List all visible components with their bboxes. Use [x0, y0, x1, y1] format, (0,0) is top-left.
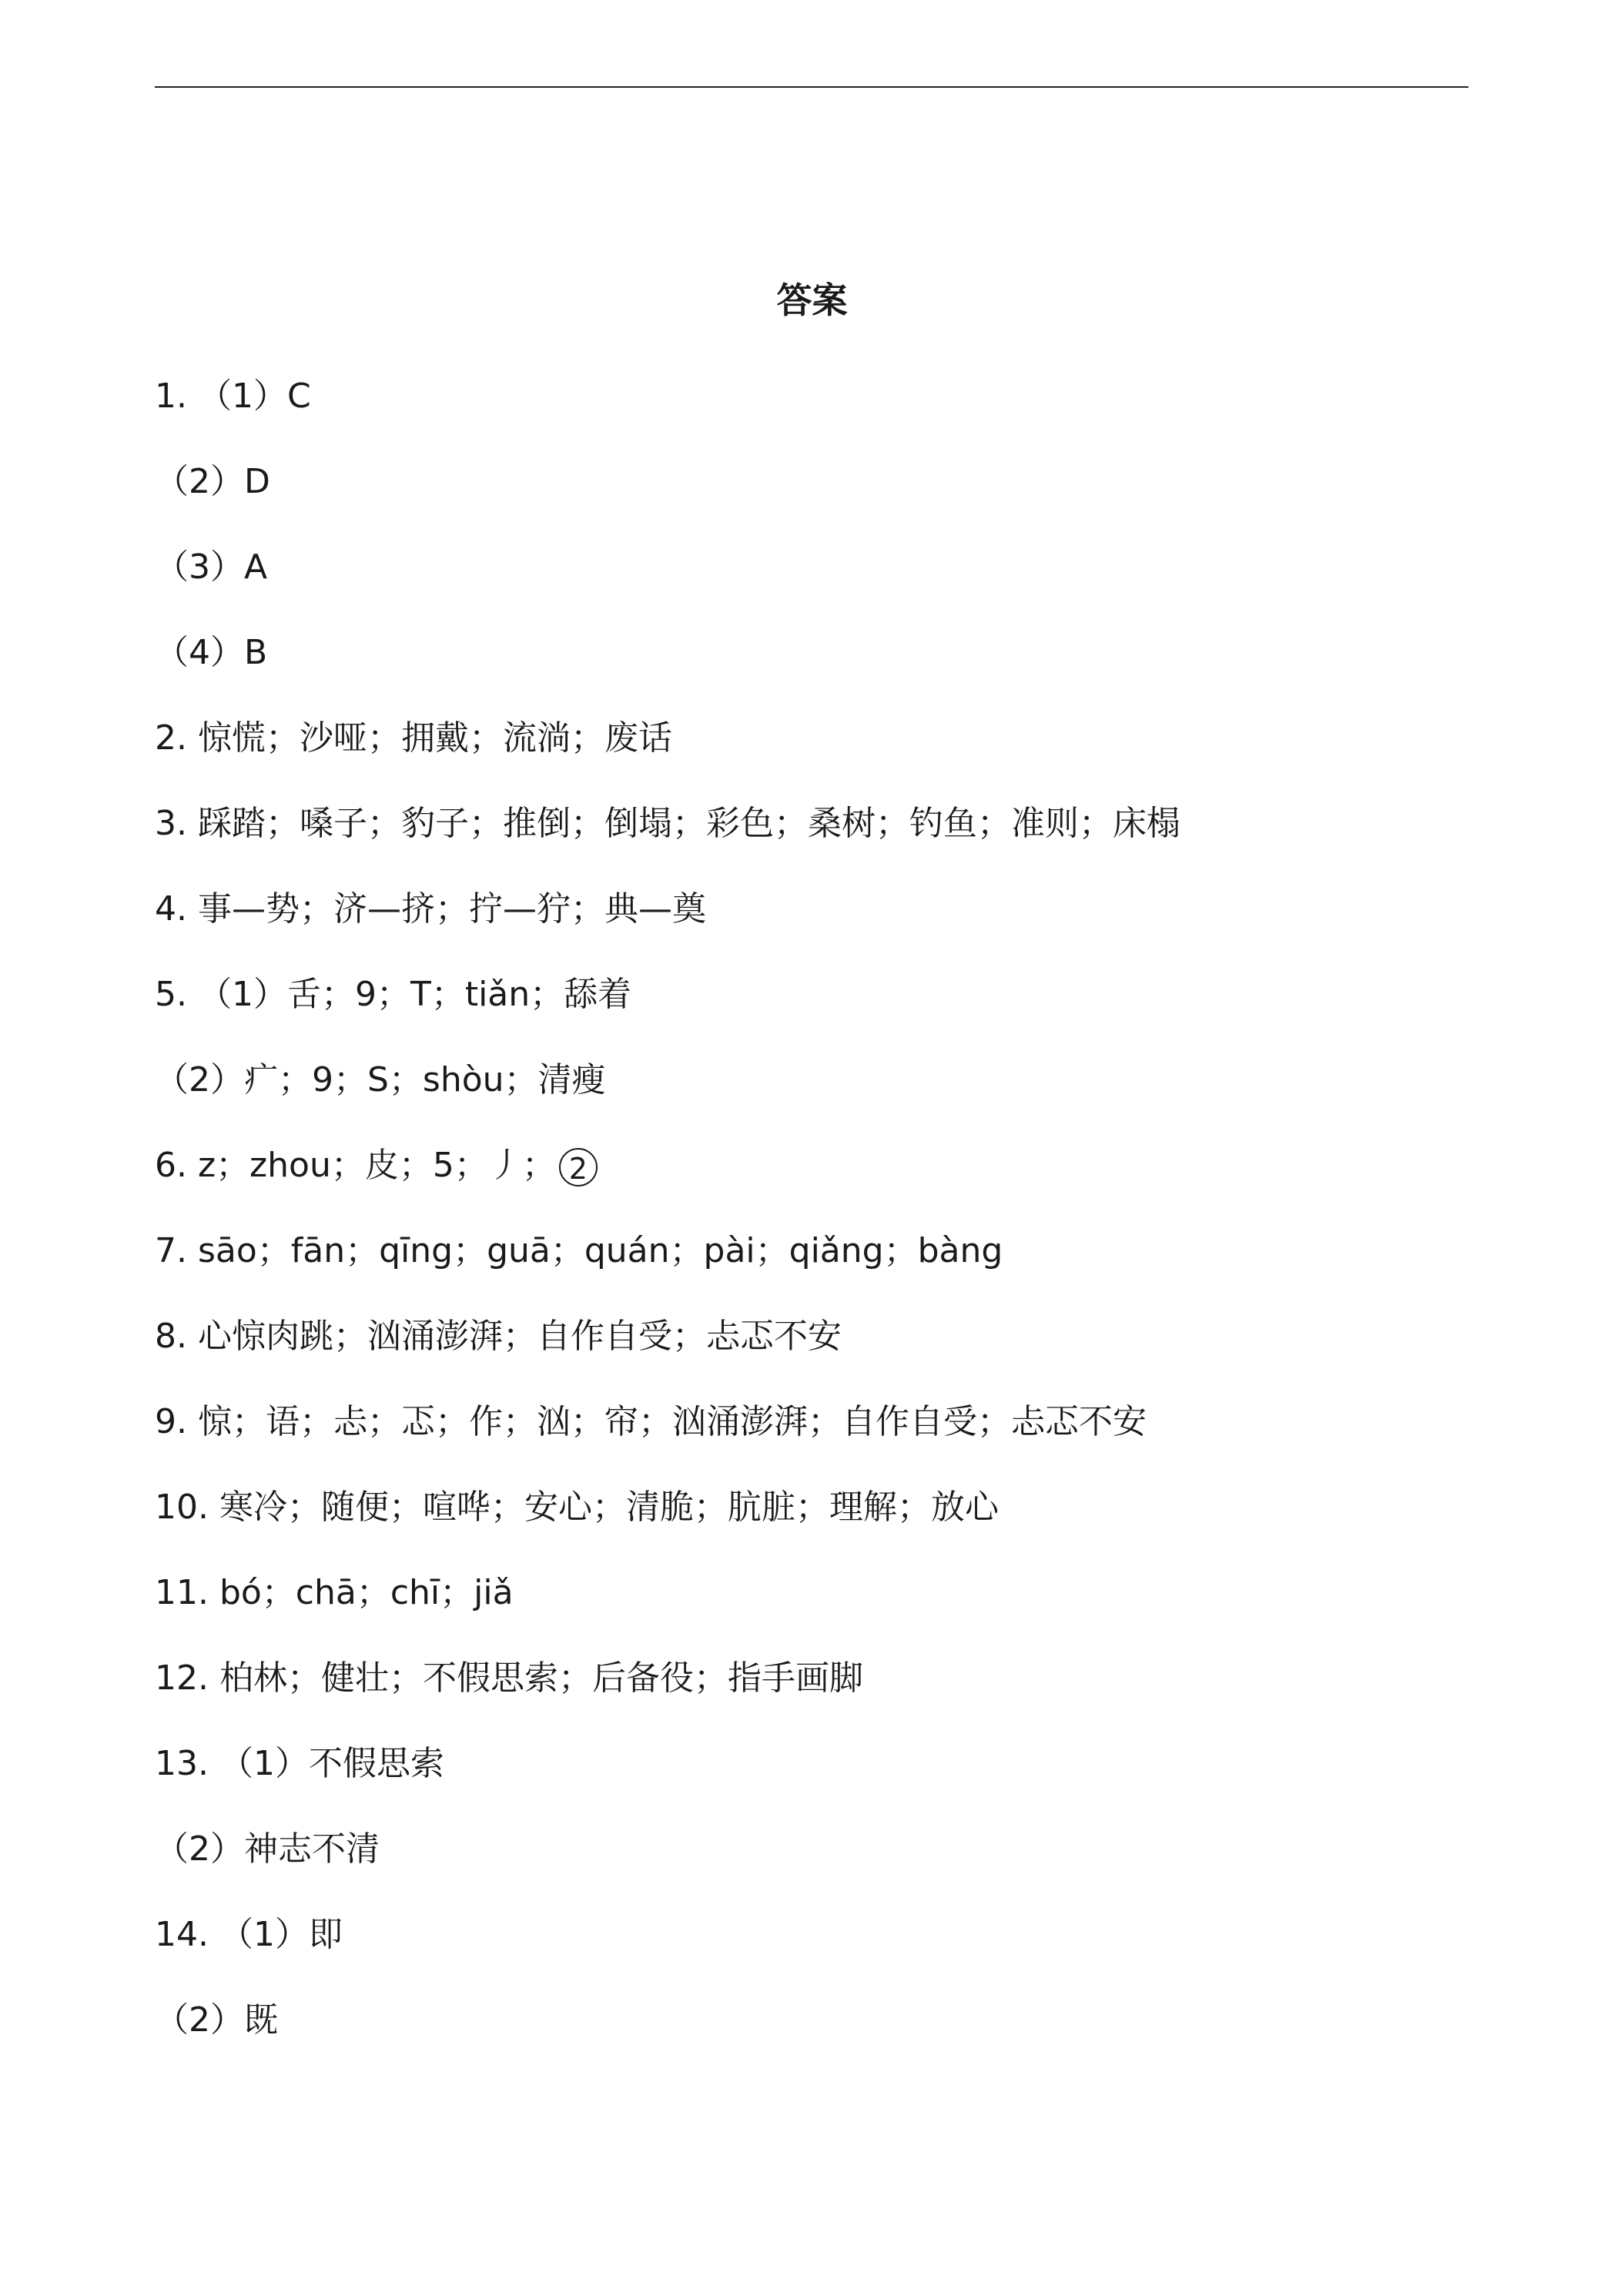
answer-line-5-1: 5. （1）舌；9；T；tiǎn；舔着: [155, 975, 632, 1014]
answer-line-12: 12. 柏林；健壮；不假思索；后备役；指手画脚: [155, 1658, 863, 1698]
answer-line-13-2: （2）神志不清: [155, 1829, 380, 1869]
answer-line-3: 3. 踩踏；嗓子；豹子；推倒；倒塌；彩色；桑树；钓鱼；准则；床榻: [155, 804, 1180, 843]
answer-line-1-3: （3）A: [155, 547, 268, 587]
answer-line-14-2: （2）既: [155, 2000, 278, 2040]
answer-line-1-2: （2）D: [155, 462, 270, 501]
page-title: 答案: [776, 279, 848, 321]
answer-line-5-2: （2）疒；9；S；shòu；清瘦: [155, 1060, 606, 1099]
answer-line-1-1: 1. （1）C: [155, 377, 311, 416]
circled-number: 2: [559, 1148, 598, 1186]
header-rule: [155, 86, 1468, 88]
answer-line-10: 10. 寒冷；随便；喧哗；安心；清脆；肮脏；理解；放心: [155, 1488, 999, 1527]
answer-line-9: 9. 惊；语；忐；忑；作；汹；帘；汹涌澎湃；自作自受；忐忑不安: [155, 1402, 1147, 1441]
answer-line-7: 7. sāo；fān；qīng；guā；quán；pài；qiǎng；bàng: [155, 1231, 1003, 1270]
answer-line-1-4: （4）B: [155, 633, 268, 672]
answer-line-6: [155, 1143, 1468, 1228]
answer-line-11: 11. bó；chā；chī；jiǎ: [155, 1573, 514, 1612]
answer-line-13-1: 13. （1）不假思索: [155, 1744, 444, 1783]
answer-line-2: 2. 惊慌；沙哑；拥戴；流淌；废话: [155, 718, 672, 758]
answer-line-8: 8. 心惊肉跳；汹涌澎湃；自作自受；忐忑不安: [155, 1317, 842, 1356]
answer-line-6-text: 6. z；zhou；皮；5；丿；: [155, 1146, 556, 1185]
answer-line-4: 4. 事—势；济—挤；拧—狞；典—奠: [155, 889, 706, 929]
answer-line-14-1: 14. （1）即: [155, 1915, 343, 1954]
answer-list: [155, 373, 1468, 2083]
